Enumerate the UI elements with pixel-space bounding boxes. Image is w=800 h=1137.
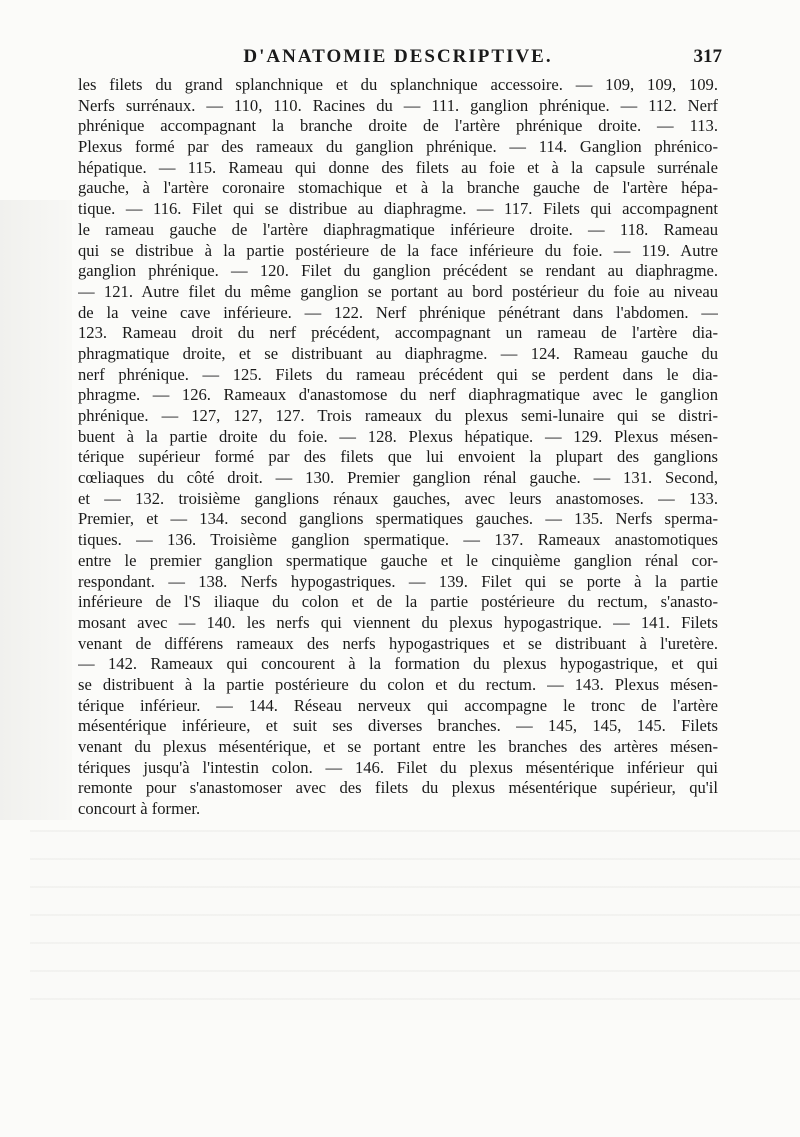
text-line: térique supérieur formé par des filets que lui envoient la plupart des ganglions — [78, 447, 718, 467]
text-line: de la veine cave inférieure. — 122. Nerf phrénique pénétrant dans l'abdomen. — — [78, 302, 718, 322]
page-number: 317 — [693, 46, 722, 67]
text-line: remonte pour s'anastomoser avec des filets du plexus mésentérique supérieur, qu'il — [78, 778, 718, 798]
show-through-text — [30, 830, 800, 1020]
text-line: phrénique accompagnant la branche droite de l'artère phrénique droite. — 113. — [78, 116, 718, 136]
text-line: tique. — 116. Filet qui se distribue au diaphragme. — 117. Filets qui accompagnent — [78, 199, 718, 219]
text-line: le rameau gauche de l'artère diaphragmatique inférieure droite. — 118. Rameau — [78, 219, 718, 239]
text-line: phragmatique droite, et se distribuant au diaphragme. — 124. Rameau gauche du — [78, 343, 718, 363]
text-line: tériques jusqu'à l'intestin colon. — 146. Filet du plexus mésentérique inférieur qui — [78, 757, 718, 777]
text-line: tiques. — 136. Troisième ganglion spermatique. — 137. Rameaux anastomotiques — [78, 530, 718, 550]
text-line: inférieure de l'S iliaque du colon et de la partie postérieure du rectum, s'anasto- — [78, 592, 718, 612]
text-line: 123. Rameau droit du nerf précédent, accompagnant un rameau de l'artère dia- — [78, 323, 718, 343]
text-line: venant du plexus mésentérique, et se portant entre les branches des artères mésen- — [78, 737, 718, 756]
text-line: qui se distribue à la partie postérieure de la face inférieure du foie. — 119. Autre — [78, 240, 718, 260]
text-line: — 142. Rameaux qui concourent à la formation du plexus hypogastrique, et qui — [78, 654, 718, 674]
page-header — [78, 44, 722, 74]
text-line: cœliaques du côté droit. — 130. Premier ganglion rénal gauche. — 131. Second, — [78, 468, 718, 488]
text-line: nerf phrénique. — 125. Filets du rameau précédent qui se perdent dans le dia- — [78, 364, 718, 384]
text-line: térique inférieur. — 144. Réseau nerveux qui accompagne le tronc de l'artère — [78, 695, 718, 715]
text-line: Plexus formé par des rameaux du ganglion phrénique. — 114. Ganglion phrénico- — [78, 137, 718, 157]
running-head: D'ANATOMIE DESCRIPTIVE. — [243, 46, 553, 67]
text-line: respondant. — 138. Nerfs hypogastriques. — 139. Filet qui se porte à la partie — [78, 571, 718, 591]
text-line: ganglion phrénique. — 120. Filet du ganglion précédent se rendant au diaphragme. — [78, 261, 718, 281]
text-line: mosant avec — 140. les nerfs qui viennent du plexus hypogastrique. — 141. Filets — [78, 612, 718, 632]
text-line: Premier, et — 134. second ganglions spermatiques gauches. — 135. Nerfs sperma- — [78, 509, 718, 529]
text-line: hépatique. — 115. Rameau qui donne des filets au foie et à la capsule surrénale — [78, 157, 718, 177]
text-line-last: concourt à former. — [78, 799, 201, 819]
text-line: et — 132. troisième ganglions rénaux gauches, avec leurs anastomoses. — 133. — [78, 488, 718, 508]
text-line: Nerfs surrénaux. — 110, 110. Racines du — 111. ganglion phrénique. — 112. Nerf — [78, 95, 718, 115]
text-line: se distribuent à la partie postérieure du colon et du rectum. — 143. Plexus mésen- — [78, 674, 718, 694]
text-line: les filets du grand splanchnique et du splanchnique accessoire. — 109, 109, 109. — [78, 75, 718, 94]
text-line: mésentérique inférieure, et suit ses diverses branches. — 145, 145, 145. Filets — [78, 716, 718, 736]
show-through-margin — [0, 200, 72, 820]
text-line: gauche, à l'artère coronaire stomachique et à la branche gauche de l'artère hépa- — [78, 178, 718, 198]
text-line: entre le premier ganglion spermatique gauche et le cinquième ganglion rénal cor- — [78, 550, 718, 570]
text-line: buent à la partie droite du foie. — 128. Plexus hépatique. — 129. Plexus mésen- — [78, 426, 718, 446]
text-line: venant de différens rameaux des nerfs hypogastriques et se distribuant à l'uretère. — [78, 633, 718, 653]
text-line: phragme. — 126. Rameaux d'anastomose du nerf diaphragmatique avec le ganglion — [78, 385, 718, 405]
body-paragraph — [78, 75, 718, 820]
text-line: phrénique. — 127, 127, 127. Trois rameaux du plexus semi-lunaire qui se distri- — [78, 406, 718, 425]
text-line: — 121. Autre filet du même ganglion se portant au bord postérieur du foie au niveau — [78, 281, 718, 301]
